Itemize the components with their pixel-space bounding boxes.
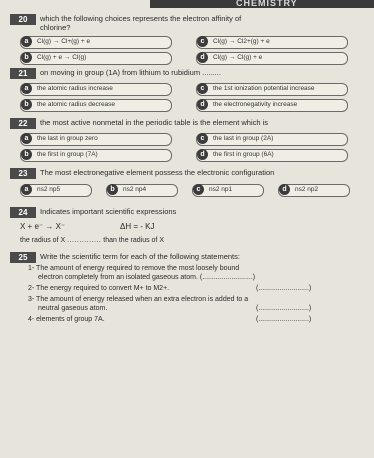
option-text: Cl(g) → Cl(g) + e (213, 54, 263, 61)
answer-blank-4[interactable]: (..........................) (256, 316, 312, 323)
option-label: b (107, 184, 118, 195)
option-c[interactable] (196, 133, 348, 146)
option-text: ns2 np1 (209, 186, 233, 193)
equation: X + e⁻ → X⁻ (20, 222, 66, 231)
option-text: the first in group (7A) (37, 151, 98, 158)
option-text: Cl(g) → Cl+(g) + e (37, 38, 91, 45)
question-text: Write the scientific term for each of the following statements: (40, 252, 240, 261)
option-a[interactable] (20, 36, 172, 49)
option-text: the first in group (6A) (213, 151, 274, 158)
option-text: the atomic radius decrease (37, 101, 116, 108)
option-b[interactable] (20, 52, 172, 65)
question-text: Indicates important scientific expressions (40, 207, 177, 216)
option-label: d (279, 184, 290, 195)
question-number: 23 (10, 168, 36, 179)
option-d[interactable] (196, 149, 348, 162)
option-b[interactable] (106, 184, 178, 197)
option-text: Cl(g) → Cl2+(g) + e (213, 38, 270, 45)
option-label: d (197, 99, 208, 110)
option-text: the atomic radius increase (37, 85, 113, 92)
option-label: a (21, 133, 32, 144)
question-number: 21 (10, 68, 36, 79)
option-label: a (21, 36, 32, 47)
option-label: c (197, 83, 208, 94)
question-number: 22 (10, 118, 36, 129)
option-text: the last in group (2A) (213, 135, 274, 142)
statement-3: 3- The amount of energy released when an extra electron is added to a neutral gaseous atom. (28, 296, 249, 312)
option-label: c (193, 184, 204, 195)
option-c[interactable] (192, 184, 264, 197)
option-label: c (197, 36, 208, 47)
option-text: the 1st ionization potential increase (213, 85, 315, 92)
question-text: which the following choices represents the electron affinity of chlorine? (40, 14, 242, 32)
subject-title: CHEMISTRY (236, 0, 298, 8)
option-c[interactable] (196, 36, 348, 49)
option-text: the last in group zero (37, 135, 98, 142)
question-number: 20 (10, 14, 36, 25)
option-c[interactable] (196, 83, 348, 96)
option-label: d (197, 149, 208, 160)
question-text: The most electronegative element possess the electronic configuration (40, 168, 275, 177)
option-b[interactable] (20, 149, 172, 162)
option-label: c (197, 133, 208, 144)
question-text: the most active nonmetal in the periodic table is the element which is (40, 118, 269, 127)
enthalpy-change: ΔH = - KJ (120, 222, 155, 231)
option-label: b (21, 149, 32, 160)
option-d[interactable] (196, 52, 348, 65)
option-label: a (21, 83, 32, 94)
option-text: the electronegativity increase (213, 101, 298, 108)
option-text: ns2 np5 (37, 186, 61, 193)
option-a[interactable] (20, 83, 172, 96)
question-number: 24 (10, 207, 36, 218)
question-number: 25 (10, 252, 36, 263)
option-d[interactable] (196, 99, 348, 112)
option-b[interactable] (20, 99, 172, 112)
option-a[interactable] (20, 133, 172, 146)
option-label: b (21, 99, 32, 110)
answer-blank-2[interactable]: (..........................) (256, 285, 312, 292)
statement-4: 4- elements of group 7A. (28, 316, 105, 323)
radius-comparison: the radius of X .............. than the radius of X (20, 237, 164, 244)
option-label: b (21, 52, 32, 63)
option-text: ns2 np4 (123, 186, 147, 193)
option-label: a (21, 184, 32, 195)
option-a[interactable] (20, 184, 92, 197)
answer-blank-3[interactable]: (..........................) (256, 305, 312, 312)
option-text: Cl(g) + e → Cl(g) (37, 54, 87, 61)
option-text: ns2 np2 (295, 186, 319, 193)
statement-1: 1- The amount of energy required to remove the most loosely bound electron completely from an isolated gaseous atom. (..........................) (28, 265, 256, 281)
answer-blank[interactable]: .............. (67, 237, 102, 244)
option-d[interactable] (278, 184, 350, 197)
statement-2: 2- The energy required to convert M+ to M2+. (28, 285, 170, 292)
option-label: d (197, 52, 208, 63)
question-text: on moving in group (1A) from lithium to rubidium ......... (40, 68, 221, 77)
